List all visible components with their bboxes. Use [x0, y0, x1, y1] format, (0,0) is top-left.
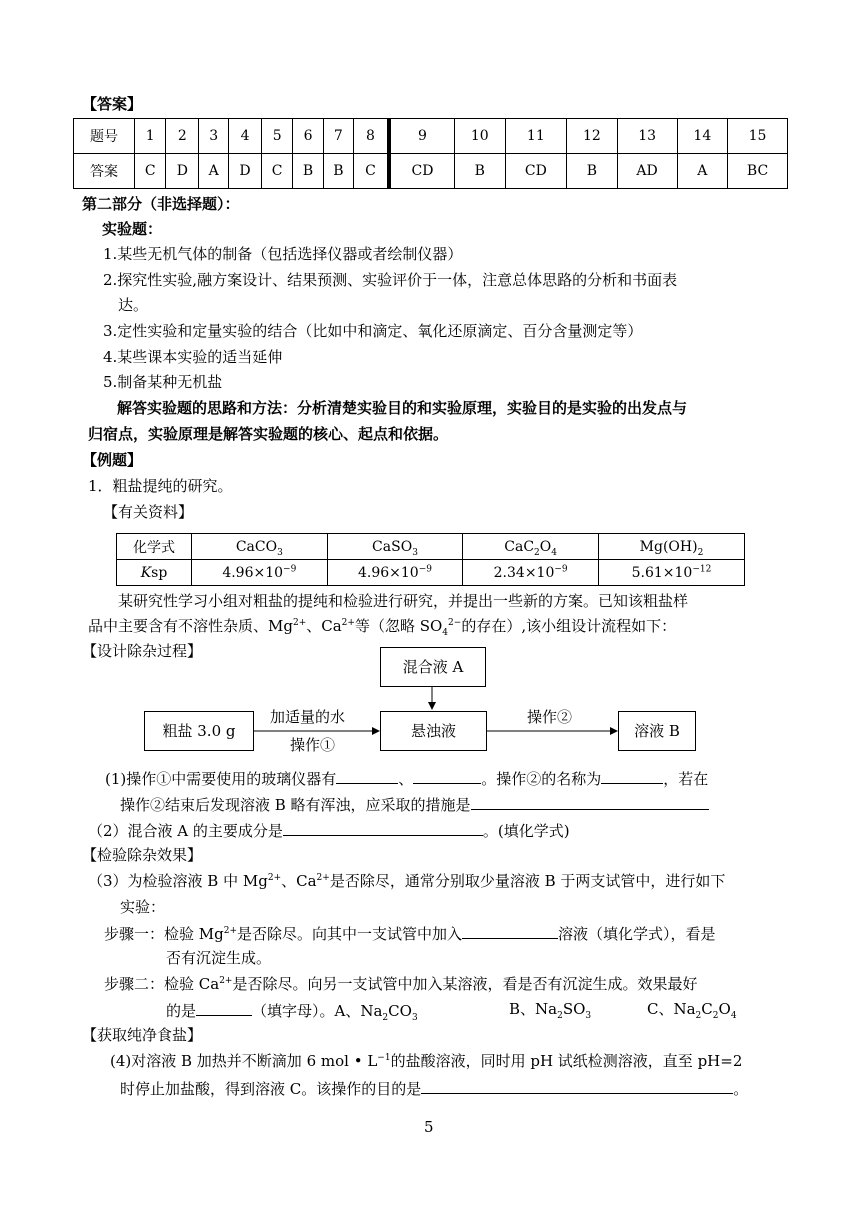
- arrow1-label-bottom: 操作①: [290, 736, 336, 754]
- number-cell: 5: [261, 119, 292, 154]
- number-cell: 1: [135, 119, 166, 154]
- step-two-line2: 的是 （填字母）。A、$Na_2CO_3$: [166, 999, 418, 1021]
- row-header: 答案: [74, 154, 135, 189]
- answer-heading: 【答案】: [82, 95, 143, 113]
- exp-item: 4.某些课本实验的适当延伸: [103, 348, 283, 366]
- exp-item: 5.制备某种无机盐: [103, 373, 223, 391]
- page-number: 5: [424, 1118, 434, 1136]
- ksp-value: $4.96\times 10^{-9}$: [327, 560, 463, 586]
- ksp-value: $2.34\times 10^{-9}$: [463, 560, 599, 586]
- intro-line: 品中主要含有不溶性杂质、$Mg^{2+}$、$Ca^{2+}$等（忽略 $SO_4^{2-}$的存在）,该小组设计流程如下：: [88, 617, 677, 638]
- step-one-line2: 否有沉淀生成。: [166, 949, 272, 967]
- formula-cell: CaCO$_3$: [192, 534, 328, 560]
- crude-salt-box: 粗盐 3.0 g: [144, 711, 254, 751]
- pure-heading: 【获取纯净食盐】: [82, 1026, 203, 1044]
- answer-cell: BC: [728, 154, 788, 189]
- exp-item: 达。: [118, 296, 149, 314]
- intro-line: 某研究性学习小组对粗盐的提纯和检验进行研究，并提出一些新的方案。已知该粗盐样: [118, 592, 689, 610]
- exp-item: 3.定性实验和定量实验的结合（比如中和滴定、氧化还原滴定、百分含量测定等）: [103, 322, 643, 340]
- exp-item: 2.探究性实验,融方案设计、结果预测、实验评价于一体，注意总体思路的分析和书面表: [103, 271, 678, 289]
- number-cell: 14: [677, 119, 728, 154]
- arrow2-label: 操作②: [527, 708, 573, 726]
- number-cell: 11: [505, 119, 567, 154]
- question-1-4-line2: 时停止加盐酸，得到溶液 C。该操作的目的是 。: [120, 1077, 748, 1099]
- answer-cell: D: [166, 154, 199, 189]
- suspension-box: 悬浊液: [380, 711, 487, 751]
- number-cell: 2: [166, 119, 199, 154]
- ksp-value: $5.61\times 10^{-12}$: [598, 560, 744, 586]
- mixture-a-box: 混合液 A: [380, 647, 486, 687]
- answer-cell: CD: [505, 154, 567, 189]
- step-two-option-c: C、$Na_2C_2O_4$: [647, 1000, 737, 1021]
- exp-title: 实验题：: [102, 220, 163, 238]
- question-1-4: (4)对溶液 B 加热并不断滴加 6 mol • $L^{-1}$的盐酸溶液，同时用 pH 试纸检测溶液，直至 pH=2: [110, 1052, 743, 1070]
- answer-cell: C: [354, 154, 389, 189]
- number-cell: 7: [323, 119, 353, 154]
- step-two: 步骤二：检验 $Ca^{2+}$是否除尽。向另一支试管中加入某溶液，看是否有沉淀生成。效果最好: [104, 975, 698, 993]
- question-1-3: （3）为检验溶液 B 中 $Mg^{2+}$、$Ca^{2+}$是否除尽，通常分别取少量溶液 B 于两支试管中，进行如下: [88, 872, 726, 890]
- number-cell: 6: [293, 119, 323, 154]
- step-two-option-b: B、$Na_2SO_3$: [509, 1000, 592, 1021]
- method-line: 归宿点，实验原理是解答实验题的核心、起点和依据。: [88, 425, 449, 443]
- info-heading: 【有关资料】: [103, 503, 194, 521]
- number-cell: 4: [229, 119, 262, 154]
- formula-cell: $Mg(OH)_2$: [598, 534, 744, 560]
- example-heading: 【例题】: [82, 451, 143, 469]
- table-header: Ksp: [117, 560, 192, 586]
- number-cell: 8: [354, 119, 389, 154]
- check-heading: 【检验除杂效果】: [82, 846, 203, 864]
- answer-cell: D: [229, 154, 262, 189]
- answer-cell: B: [323, 154, 353, 189]
- part2-title: 第二部分（非选择题）：: [82, 195, 240, 213]
- solution-b-box: 溶液 B: [618, 711, 696, 751]
- answer-cell: CD: [389, 154, 455, 189]
- formula-cell: $CaC_2O_4$: [463, 534, 599, 560]
- answer-cell: B: [455, 154, 506, 189]
- formula-cell: CaSO$_3$: [327, 534, 463, 560]
- ksp-value: $4.96\times 10^{-9}$: [192, 560, 328, 586]
- answer-cell: C: [261, 154, 292, 189]
- answer-cell: AD: [617, 154, 677, 189]
- number-cell: 13: [617, 119, 677, 154]
- number-cell: 10: [455, 119, 506, 154]
- table-header: 化学式: [117, 534, 192, 560]
- question-1-3-line2: 实验：: [120, 898, 166, 916]
- answer-cell: B: [567, 154, 618, 189]
- number-cell: 15: [728, 119, 788, 154]
- exp-item: 1.某些无机气体的制备（包括选择仪器或者绘制仪器）: [103, 245, 463, 263]
- number-cell: 3: [199, 119, 229, 154]
- step-one: 步骤一：检验 $Mg^{2+}$是否除尽。向其中一支试管中加入 溶液（填化学式），看是: [104, 922, 716, 944]
- method-line: 解答实验题的思路和方法：分析清楚实验目的和实验原理，实验目的是实验的出发点与: [117, 399, 688, 417]
- design-heading: 【设计除杂过程】: [82, 642, 203, 660]
- row-header: 题号: [74, 119, 135, 154]
- number-cell: 9: [389, 119, 455, 154]
- question-1-1-line2: 操作②结束后发现溶液 B 略有浑浊，应采取的措施是: [120, 793, 709, 815]
- answer-cell: A: [199, 154, 229, 189]
- answer-cell: A: [677, 154, 728, 189]
- question-1-2: （2）混合液 A 的主要成分是 。(填化学式): [88, 819, 570, 841]
- question-1-1: (1)操作①中需要使用的玻璃仪器有 、 。操作②的名称为 ，若在: [105, 767, 708, 789]
- number-cell: 12: [567, 119, 618, 154]
- answer-cell: B: [293, 154, 323, 189]
- arrow1-label-top: 加适量的水: [270, 708, 346, 726]
- question-title: 1．粗盐提纯的研究。: [88, 477, 233, 495]
- answer-cell: C: [135, 154, 166, 189]
